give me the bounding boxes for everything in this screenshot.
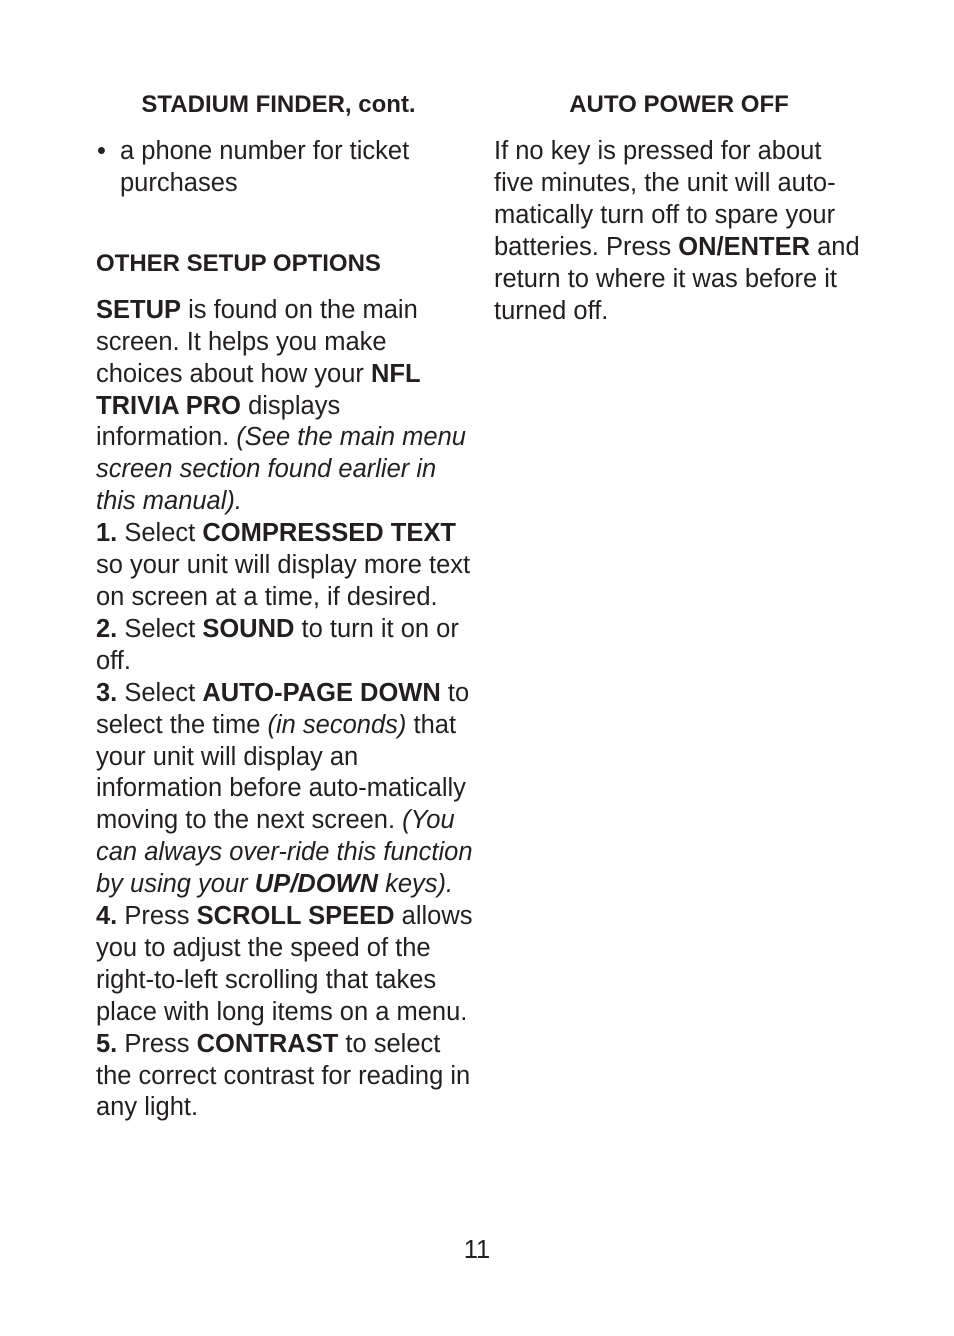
step-4-term: SCROLL SPEED [196,902,395,931]
step-2-term: SOUND [202,614,295,643]
step-2-text-2: to turn it on or off. [96,614,459,675]
setup-intro-paragraph [96,295,476,518]
step-1-number: 1. [96,519,118,548]
step-4-number: 4. [96,902,118,931]
on-enter-key: ON/ENTER [678,232,811,261]
right-column [494,88,864,327]
bullet-text: a phone number for ticket purchases [120,137,410,197]
auto-power-text-2: and return to where it was before it turned off. [494,232,860,325]
step-3-text-1: Select [117,678,203,707]
page-number: 11 [463,1236,491,1264]
bullet-item [96,136,476,200]
step-5-term: CONTRAST [196,1029,339,1058]
step-5 [96,1029,476,1125]
left-column [96,88,476,1124]
step-5-number: 5. [96,1029,118,1058]
step-5-text-1: Press [117,1029,197,1058]
step-2-number: 2. [96,614,118,643]
step-3-text-2: to select the time [96,678,470,739]
product-name: NFL TRIVIA PRO [96,359,421,420]
step-3-text-3: that your unit will display an information before auto-matically moving to the next screen. [96,710,466,835]
step-3-note-start: (You can always over-ride this function by using your [96,806,473,899]
step-3-number: 3. [96,678,118,707]
setup-term: SETUP [96,295,182,324]
stadium-finder-heading: STADIUM FINDER, cont. [141,91,416,118]
intro-note: (See the main menu screen section found earlier in this manual). [96,423,466,516]
step-1 [96,518,476,614]
up-down-keys: UP/DOWN [254,870,379,899]
auto-power-text-1: If no key is pressed for about five minutes, the unit will auto-matically turn off to spare your batteries. Press [494,137,836,261]
step-4-text-2: allows you to adjust the speed of the right-to-left scrolling that takes place with long items on a menu. [96,902,473,1026]
step-3-term: AUTO-PAGE DOWN [202,678,441,707]
step-4-text-1: Press [117,902,197,931]
other-setup-options-heading: OTHER SETUP OPTIONS [96,249,381,277]
step-4 [96,901,476,1029]
step-1-text-1: Select [117,519,203,548]
intro-text-2: displays information. [96,391,341,452]
step-3-note-end: keys). [378,870,454,899]
step-3-unit-note: (in seconds) [267,710,407,739]
step-1-term: COMPRESSED TEXT [202,519,456,548]
step-3 [96,678,476,901]
intro-text-1: is found on the main screen. It helps you make choices about how your [96,295,418,388]
step-1-text-2: so your unit will display more text on screen at a time, if desired. [96,551,471,611]
step-2-text-1: Select [117,614,203,643]
auto-power-off-paragraph [494,136,864,327]
bullet-icon: • [97,137,106,165]
auto-power-off-heading: AUTO POWER OFF [569,91,789,118]
step-5-text-2: to select the correct contrast for reading in any light. [96,1029,471,1122]
step-2 [96,614,476,678]
